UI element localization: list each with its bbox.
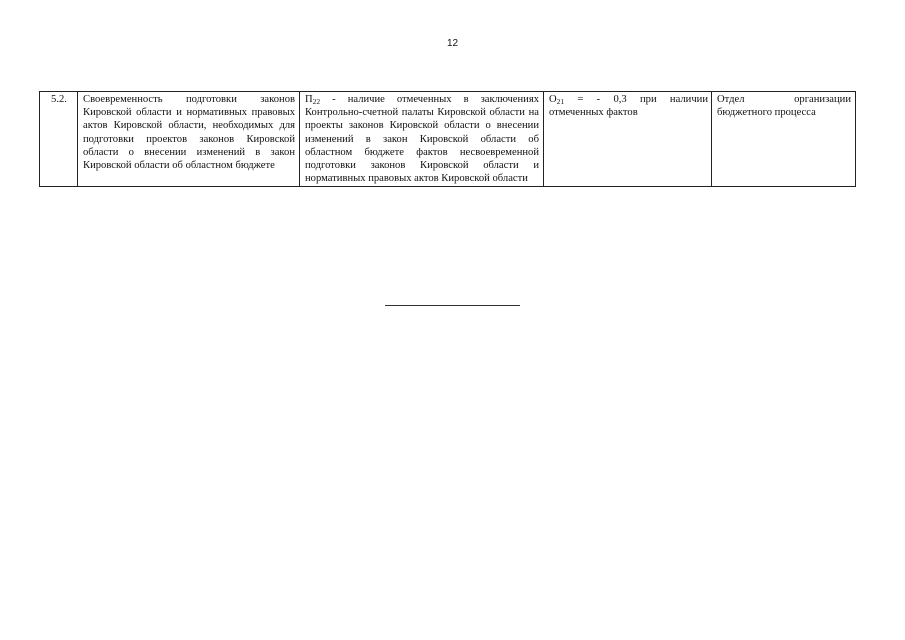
criterion-cell [78,92,300,187]
indicator-cell [300,92,544,187]
score-symbol: О [549,94,557,105]
indicator-text: - наличие отмеченных в заключениях Контрольно-счетной палаты Кировской области на проекты законов Кировской области о внесении изменений в закон Кировской области об областном бюджете фактов несвоевременной подготовки законов Кировской области и нормативных правовых актов Кировской области [305,94,539,185]
row-number-cell [40,92,78,187]
row-number: 5.2. [51,94,67,105]
responsible-cell [712,92,856,187]
responsible-text: Отдел организации бюджетного процесса [717,94,851,119]
score-subscript: 21 [556,97,565,106]
indicator-symbol: П [305,94,313,105]
criterion-text: Своевременность подготовки законов Кировской области и нормативных правовых актов Кировской области, необходимых для подготовки проектов законов Кировской области о внесении изменений в закон Кировской области об областном бюджете [83,94,295,172]
footer-divider [385,305,520,306]
score-cell [544,92,712,187]
criteria-table [39,91,856,187]
indicator-subscript: 22 [312,97,321,106]
table-row [40,92,856,187]
page-number: 12 [446,38,459,49]
score-text: = - 0,3 при наличии отмеченных фактов [549,94,708,119]
